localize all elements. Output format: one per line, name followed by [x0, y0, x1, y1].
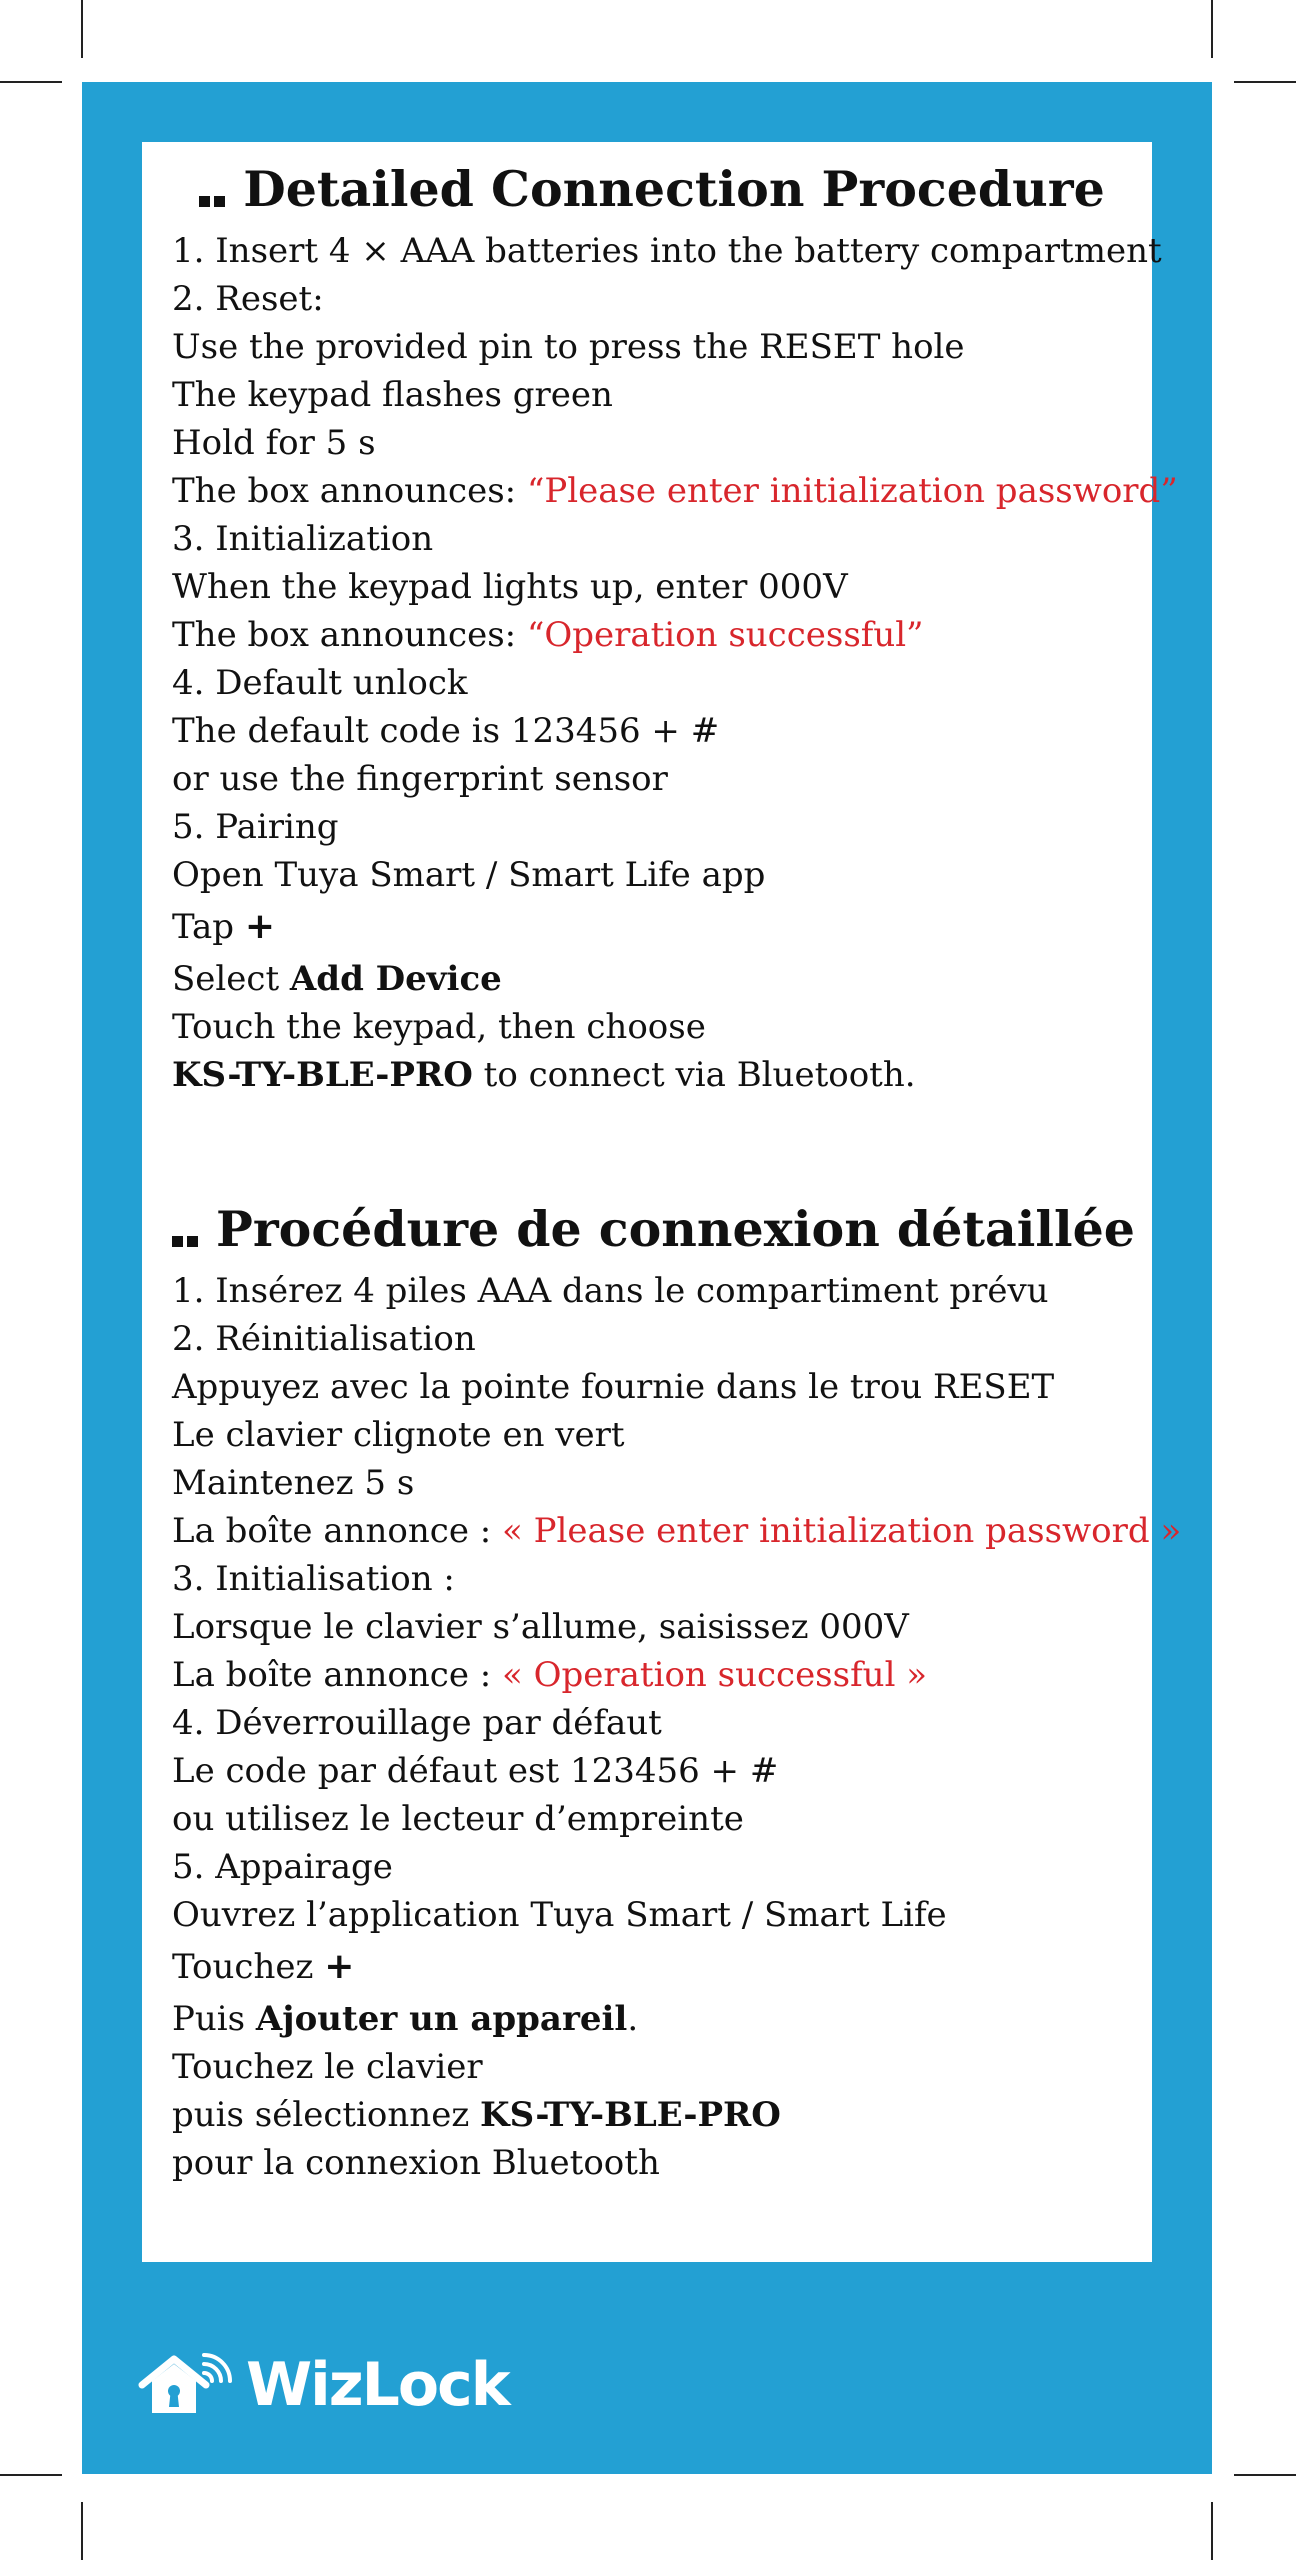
step-2-line: The keypad flashes green — [172, 374, 613, 415]
step-5-select: Puis Ajouter un appareil. — [172, 1998, 639, 2039]
crop-mark — [81, 2502, 83, 2560]
model-name: KS-TY-BLE-PRO — [480, 2094, 781, 2135]
step-5-tap: Tap + — [172, 905, 276, 947]
step-5-connect: KS-TY-BLE-PRO to connect via Bluetooth. — [172, 1054, 916, 1095]
step-4-title: 4. Déverrouillage par défaut — [172, 1702, 662, 1743]
step-2-line: Use the provided pin to press the RESET hole — [172, 326, 965, 367]
step-3-line: Lorsque le clavier s’allume, saisissez 000V — [172, 1606, 909, 1647]
step-1: 1. Insérez 4 piles AAA dans le compartiment prévu — [172, 1270, 1049, 1311]
step-2-announce: The box announces: “Please enter initialization password” — [172, 470, 1178, 511]
english-section — [172, 142, 1178, 1099]
crop-mark — [0, 2474, 62, 2476]
french-section — [172, 1182, 1182, 2187]
step-5-tap: Touchez + — [172, 1945, 355, 1987]
announcement-quote: « Operation successful » — [502, 1654, 928, 1695]
step-2-title: 2. Réinitialisation — [172, 1318, 476, 1359]
step-4-line: or use the fingerprint sensor — [172, 758, 668, 799]
step-5-title: 5. Pairing — [172, 806, 339, 847]
step-2-announce: La boîte annonce : « Please enter initialization password » — [172, 1510, 1182, 1551]
crop-mark — [1234, 2474, 1296, 2476]
crop-mark — [81, 0, 83, 58]
brand-name: WizLock — [246, 2350, 509, 2420]
plus-icon: + — [324, 1945, 355, 1987]
instruction-lines — [172, 1267, 1182, 2187]
step-5-choose: puis sélectionnez KS-TY-BLE-PRO — [172, 2094, 781, 2135]
announcement-quote: « Please enter initialization password » — [502, 1510, 1182, 1551]
step-5-line: pour la connexion Bluetooth — [172, 2142, 660, 2183]
step-5-line: Open Tuya Smart / Smart Life app — [172, 854, 766, 895]
brand-panel — [82, 82, 1212, 2474]
step-2-line: Hold for 5 s — [172, 422, 376, 463]
crop-mark — [1234, 81, 1296, 83]
crop-mark — [1211, 2502, 1213, 2560]
bullet-squares-icon — [172, 1199, 202, 1261]
bullet-squares-icon — [199, 159, 229, 221]
step-2-title: 2. Reset: — [172, 278, 324, 319]
step-3-announce: La boîte annonce : « Operation successful » — [172, 1654, 928, 1695]
step-3-line: When the keypad lights up, enter 000V — [172, 566, 848, 607]
step-5-line: Ouvrez l’application Tuya Smart / Smart Life — [172, 1894, 947, 1935]
step-2-line: Le clavier clignote en vert — [172, 1414, 625, 1455]
crop-mark — [0, 81, 62, 83]
plus-icon: + — [244, 905, 276, 947]
crop-mark — [1211, 0, 1213, 58]
instruction-card — [142, 142, 1182, 2262]
section-heading: Procédure de connexion détaillée — [172, 1182, 1132, 1267]
step-5-title: 5. Appairage — [172, 1846, 393, 1887]
announcement-quote: “Operation successful” — [526, 614, 924, 655]
step-4-line: The default code is 123456 + # — [172, 710, 720, 751]
step-1: 1. Insert 4 × AAA batteries into the battery compartment — [172, 230, 1162, 271]
instruction-lines — [172, 227, 1178, 1099]
step-4-line: ou utilisez le lecteur d’empreinte — [172, 1798, 744, 1839]
wizlock-logo — [138, 2350, 509, 2420]
step-5-select: Select Add Device — [172, 958, 502, 999]
step-5-line: Touch the keypad, then choose — [172, 1006, 706, 1047]
step-3-title: 3. Initialisation : — [172, 1558, 455, 1599]
model-name: KS-TY-BLE-PRO — [172, 1054, 473, 1095]
step-3-announce: The box announces: “Operation successful” — [172, 614, 924, 655]
step-3-title: 3. Initialization — [172, 518, 434, 559]
step-4-line: Le code par défaut est 123456 + # — [172, 1750, 779, 1791]
step-4-title: 4. Default unlock — [172, 662, 468, 703]
step-2-line: Appuyez avec la pointe fournie dans le trou RESET — [172, 1366, 1055, 1407]
step-2-line: Maintenez 5 s — [172, 1462, 415, 1503]
announcement-quote: “Please enter initialization password” — [526, 470, 1178, 511]
section-heading: Detailed Connection Procedure — [172, 142, 1132, 227]
house-wifi-icon — [138, 2353, 238, 2417]
step-5-line: Touchez le clavier — [172, 2046, 483, 2087]
